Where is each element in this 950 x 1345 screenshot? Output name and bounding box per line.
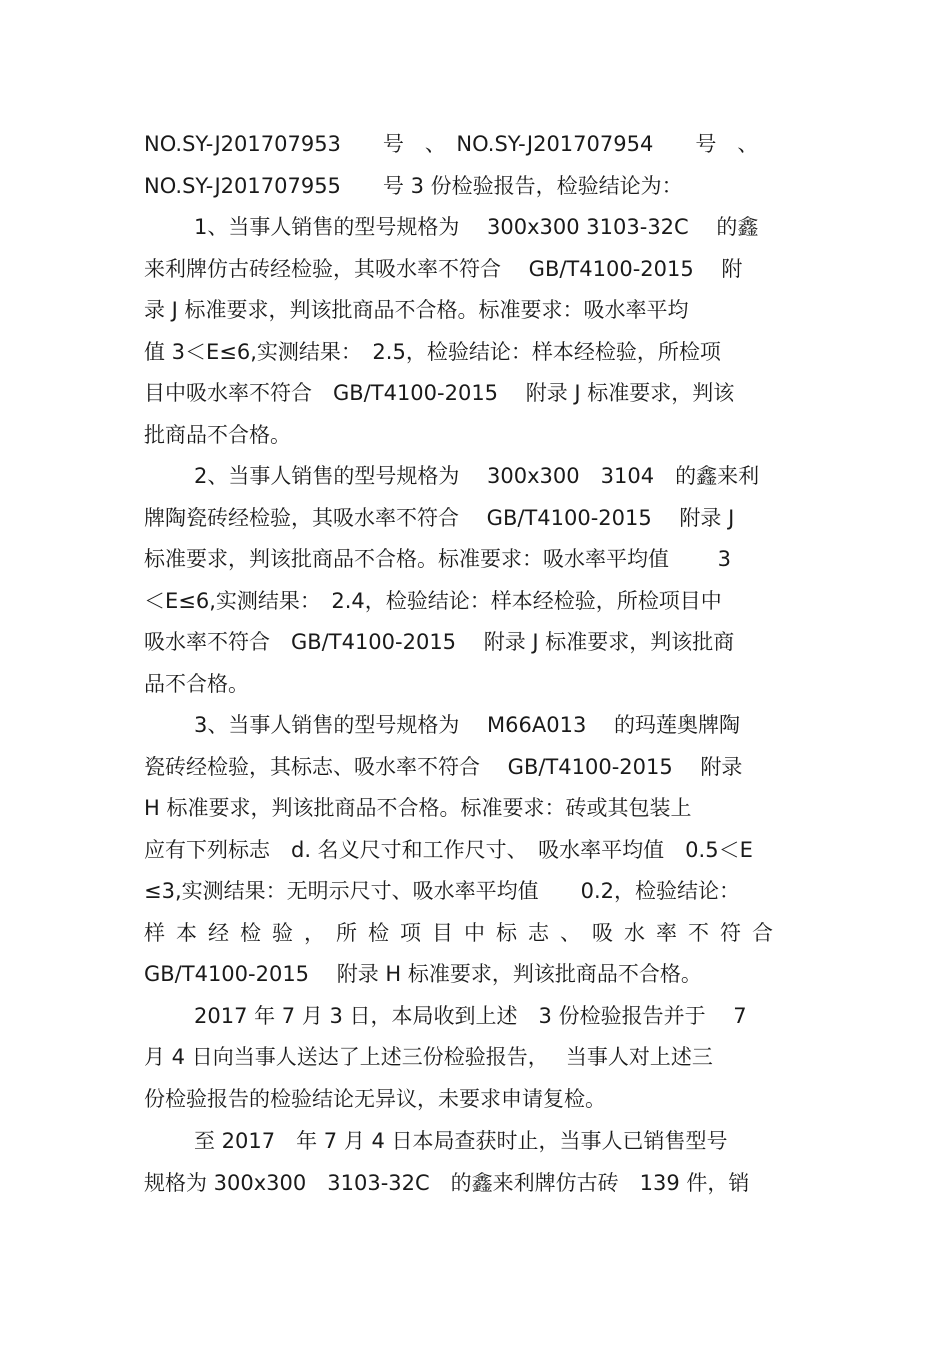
text-line: 瓷砖经检验，其标志、吸水率不符合 GB/T4100-2015 附录 (144, 755, 743, 779)
text-line: 来利牌仿古砖经检验，其吸水率不符合 GB/T4100-2015 附 (144, 257, 743, 281)
text-line: ＜E≤6,实测结果： 2.4，检验结论：样本经检验，所检项目中 (144, 589, 722, 613)
text-line: ≤3,实测结果：无明示尺寸、吸水率平均值 0.2，检验结论： (144, 879, 741, 903)
text-line: 录 J 标准要求，判该批商品不合格。标准要求：吸水率平均 (144, 298, 689, 322)
text-line: 3、当事人销售的型号规格为 M66A013 的玛莲奥牌陶 (194, 713, 740, 737)
text-line: 应有下列标志 d. 名义尺寸和工作尺寸、 吸水率平均值 0.5＜E (144, 838, 753, 862)
text-line: 样本经检验，所检项目中标志、吸水率不符合 (144, 921, 784, 945)
text-line: 目中吸水率不符合 GB/T4100-2015 附录 J 标准要求，判该 (144, 381, 735, 405)
text-line: 2017 年 7 月 3 日，本局收到上述 3 份检验报告并于 7 (194, 1004, 747, 1028)
text-line: 1、当事人销售的型号规格为 300x300 3103-32C 的鑫 (194, 215, 759, 239)
text-line: 品不合格。 (144, 672, 249, 696)
text-line: NO.SY-J201707955 号 3 份检验报告，检验结论为： (144, 174, 683, 198)
text-line: 批商品不合格。 (144, 423, 291, 447)
text-line: 2、当事人销售的型号规格为 300x300 3104 的鑫来利 (194, 464, 760, 488)
text-line: 吸水率不符合 GB/T4100-2015 附录 J 标准要求，判该批商 (144, 630, 735, 654)
text-line: 月 4 日向当事人送达了上述三份检验报告， 当事人对上述三 (144, 1045, 713, 1069)
text-line: 牌陶瓷砖经检验，其吸水率不符合 GB/T4100-2015 附录 J (144, 506, 735, 530)
text-line: 值 3＜E≤6,实测结果： 2.5，检验结论：样本经检验，所检项 (144, 340, 721, 364)
text-line: 份检验报告的检验结论无异议，未要求申请复检。 (144, 1087, 606, 1111)
text-line: GB/T4100-2015 附录 H 标准要求，判该批商品不合格。 (144, 962, 702, 986)
text-line: 至 2017 年 7 月 4 日本局查获时止，当事人已销售型号 (194, 1129, 728, 1153)
text-line: 规格为 300x300 3103-32C 的鑫来利牌仿古砖 139 件，销 (144, 1171, 750, 1195)
text-line: NO.SY-J201707953 号 、 NO.SY-J201707954 号 、 (144, 132, 759, 156)
text-line: 标准要求，判该批商品不合格。标准要求：吸水率平均值 3 (144, 547, 732, 571)
text-line: H 标准要求，判该批商品不合格。标准要求：砖或其包装上 (144, 796, 692, 820)
